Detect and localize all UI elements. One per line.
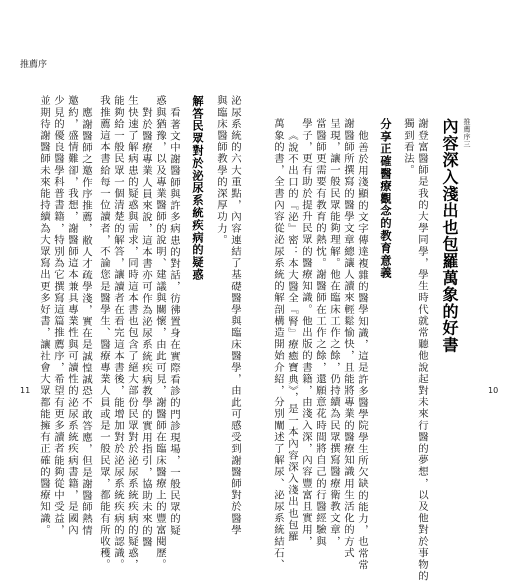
body-column: 謝醫師所撰寫的醫學文章總讓人讀來輕鬆愉快，且能將專業的醫療知識用生活化的方式 xyxy=(342,118,354,559)
body-column: 當醫師更需要有教育的熱忱。謝醫師在工作之餘，還願意花時間將自己的行醫經驗與 xyxy=(314,118,326,548)
body-column: 並期待謝醫師未來能持續為大眾寫出更多好書，讓社會大眾都能擁有正確的醫療知識。 xyxy=(38,95,50,536)
body-column: 惑與猶豫，以及專業醫師的說明、建議與關懷，由此可見，謝醫師在臨床醫療上的豐富閱歷。 xyxy=(154,95,166,571)
body-column: 生快速了解病患的疑惑與需求，同時這本書也包含了絕大部份民眾對於泌尿系統疾病的疑惑， xyxy=(126,95,138,571)
chapter-tag: 推薦序三 xyxy=(463,118,471,148)
section-heading-education: 分享正確醫療觀念的教育意義 xyxy=(379,118,393,280)
body-column: 看著文中謝醫師與許多病患的對話，彷彿置身在實際看診的門診現場，一般民眾的疑 xyxy=(168,107,180,537)
section-heading-patient: 解答民眾對於泌尿系統疾病的疑惑 xyxy=(191,95,205,281)
body-column: 獨到看法。 xyxy=(402,118,414,176)
body-column: 少見的優良醫學科普書籍，特別為它撰寫這篇推薦序，希望有更多讀者能夠從中受益， xyxy=(52,95,64,536)
body-column: 萬象的書，全書內容從泌尿系統的解剖構造開始介紹，分別闡述了解尿、泌尿系統結石、 xyxy=(272,118,284,571)
body-column: 我推薦這本書給每一位讀者，不論您是醫學生、醫療專業人員或是一般民眾，都能有所收穫。 xyxy=(98,95,110,571)
body-column: 謝登富醫師是我的大學同學，學生時代就常聽他說起對未來行醫的夢想，以及他對於事物的 xyxy=(416,118,428,582)
body-column: 應謝醫師之邀作序推薦，敝人才疏學淺，實在是誠惶誠恐不敢答應，但是謝醫師熱情 xyxy=(80,107,92,537)
body-column: 對於醫療專業人員來說，這本書亦可作為泌尿系統疾病教學的實用指引，協助未來的醫 xyxy=(140,107,152,548)
body-column: 邀約，盛情難卻，我想，謝醫師這本兼具專業性與可讀性的泌尿系統疾病書籍，是國內 xyxy=(66,95,78,536)
body-column: 《說不出口的『泌』密：本大醫全『腎』療癒寶典》，是一本內容深入淺出也包羅 xyxy=(286,130,298,543)
page-number-right: 10 xyxy=(488,386,499,395)
body-column: 呈現，讓一般民眾能夠理解。他在臨床工作之餘，仍持續為民眾撰寫醫療衛教文章， xyxy=(328,118,340,548)
body-column: 與臨床醫師教學的深厚功力。 xyxy=(215,95,227,246)
body-column: 他善於用淺顯的文字傳達複雜的醫學知識，這是許多醫學院學生所欠缺的能力，也常常 xyxy=(356,130,368,571)
chapter-title: 內容深入淺出也包羅萬象的好書 xyxy=(440,118,459,354)
running-header: 推薦序 xyxy=(20,60,48,70)
body-column: 泌尿系統的六大重點，內容連結了基礎醫學與臨床醫學，由此可感受到謝醫師對於醫學 xyxy=(229,95,241,536)
body-column: 能夠給一般民眾一個清楚的解答，讓讀者在看完這本書後，能增加對於泌尿系統疾病的認識。 xyxy=(112,95,124,571)
left-page xyxy=(0,0,260,571)
body-column: 學子，更有助於提升民眾的醫療知識。他出版的書籍，由淺入深，內容豐富且實用， xyxy=(300,118,312,548)
page-number-left: 11 xyxy=(20,386,31,395)
